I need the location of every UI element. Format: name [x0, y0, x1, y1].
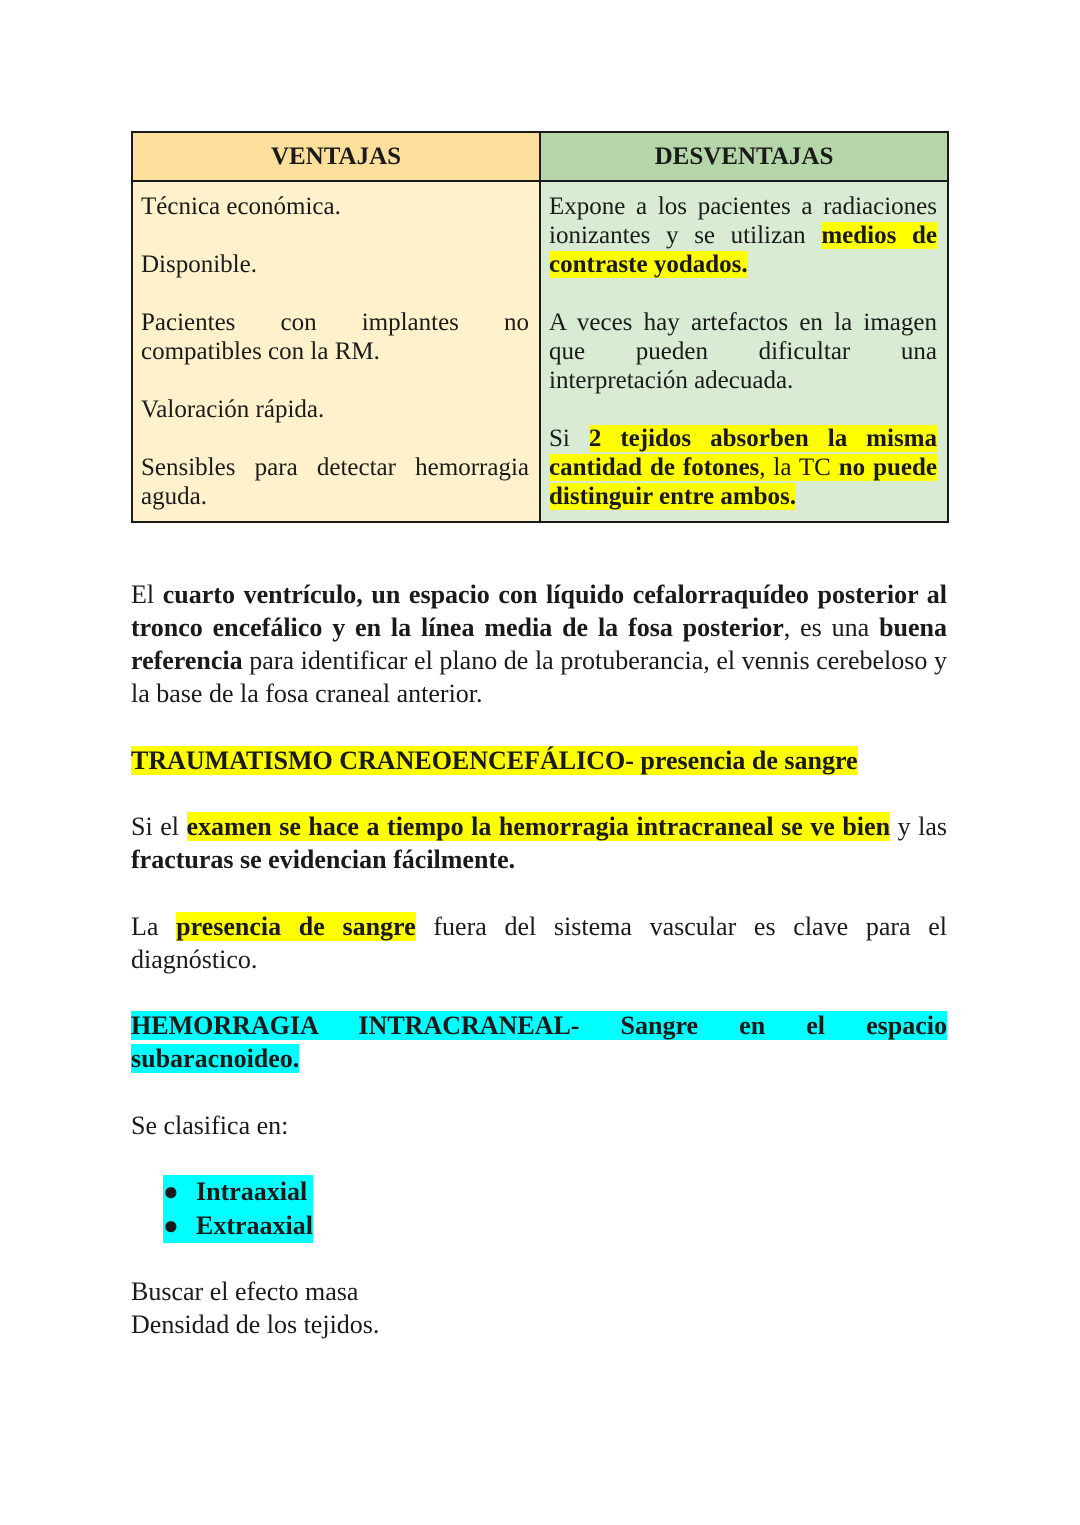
list-item [163, 1175, 313, 1209]
footer-line-2: Densidad de los tejidos. [131, 1310, 380, 1339]
list-item [163, 1209, 313, 1243]
ventaja-item: Técnica económica. [141, 193, 341, 220]
highlight-text: examen se hace a tiempo la hemorragia intracraneal se ve bien [186, 812, 891, 841]
paragraph-presencia-sangre [131, 910, 947, 976]
highlight-text: 2 tejidos absorben la misma cantidad de fotones [549, 425, 937, 481]
paragraph-examen [131, 810, 947, 876]
heading-hemorragia [131, 1009, 947, 1075]
ventaja-item: Sensibles para detectar hemorragia aguda. [141, 454, 529, 510]
desventaja-text: Expone a los pacientes a radiaciones ionizantes y se utilizan [549, 193, 937, 249]
text: El [131, 580, 163, 609]
table-row [132, 181, 948, 522]
ventaja-item: Valoración rápida. [141, 396, 325, 423]
bold-text: buena referencia [131, 613, 947, 675]
paragraph-cuarto-ventriculo [131, 578, 947, 710]
highlight-text: presencia de sangre [176, 912, 416, 941]
heading-traumatismo [131, 744, 947, 777]
highlight-text: medios de contraste yodados. [549, 222, 938, 278]
ventajas-cell [132, 181, 540, 522]
desventaja-text: Si [549, 425, 589, 452]
highlight-text: , la TC [759, 454, 839, 481]
text: fuera del sistema vascular es clave para el diagnóstico. [131, 912, 948, 974]
highlight-text: no puede distinguir entre ambos. [549, 454, 937, 510]
text: Si el [131, 812, 187, 841]
heading-text: HEMORRAGIA INTRACRANEAL- Sangre en el espacio subaracnoideo. [131, 1011, 947, 1073]
desventaja-item [549, 424, 937, 511]
text: y las [890, 812, 947, 841]
table-header-row [132, 132, 948, 181]
list-item-label: Extraaxial [196, 1211, 313, 1240]
desventaja-item: A veces hay artefactos en la imagen que pueden dificultar una interpretación adecuada. [549, 309, 937, 394]
desventajas-cell [540, 181, 948, 522]
bullet-icon: ● [163, 1177, 179, 1206]
desventaja-item [549, 192, 937, 279]
footer-line-1: Buscar el efecto masa [131, 1277, 359, 1306]
heading-text: TRAUMATISMO CRANEOENCEFÁLICO- presencia de sangre [131, 746, 858, 775]
paragraph-clasifica: Se clasifica en: [131, 1111, 289, 1140]
text: , es una [783, 613, 880, 642]
ventaja-item: Disponible. [141, 251, 257, 278]
header-desventajas: DESVENTAJAS [540, 132, 948, 181]
text: para identificar el plano de la protuberancia, el vennis cerebeloso y la base de la fosa craneal anterior. [131, 646, 947, 708]
header-ventajas: VENTAJAS [132, 132, 540, 181]
bold-text: cuarto ventrículo, un espacio con líquido cefalorraquídeo posterior al tronco encefálico y en la línea media de la fosa posterior [131, 580, 948, 642]
classification-list [163, 1175, 313, 1243]
text: La [131, 912, 177, 941]
comparison-table [131, 131, 949, 523]
bullet-icon: ● [163, 1211, 179, 1240]
list-item-label: Intraaxial [196, 1177, 308, 1206]
bold-text: fracturas se evidencian fácilmente. [131, 845, 516, 874]
ventaja-item: Pacientes con implantes no compatibles con la RM. [141, 309, 529, 365]
